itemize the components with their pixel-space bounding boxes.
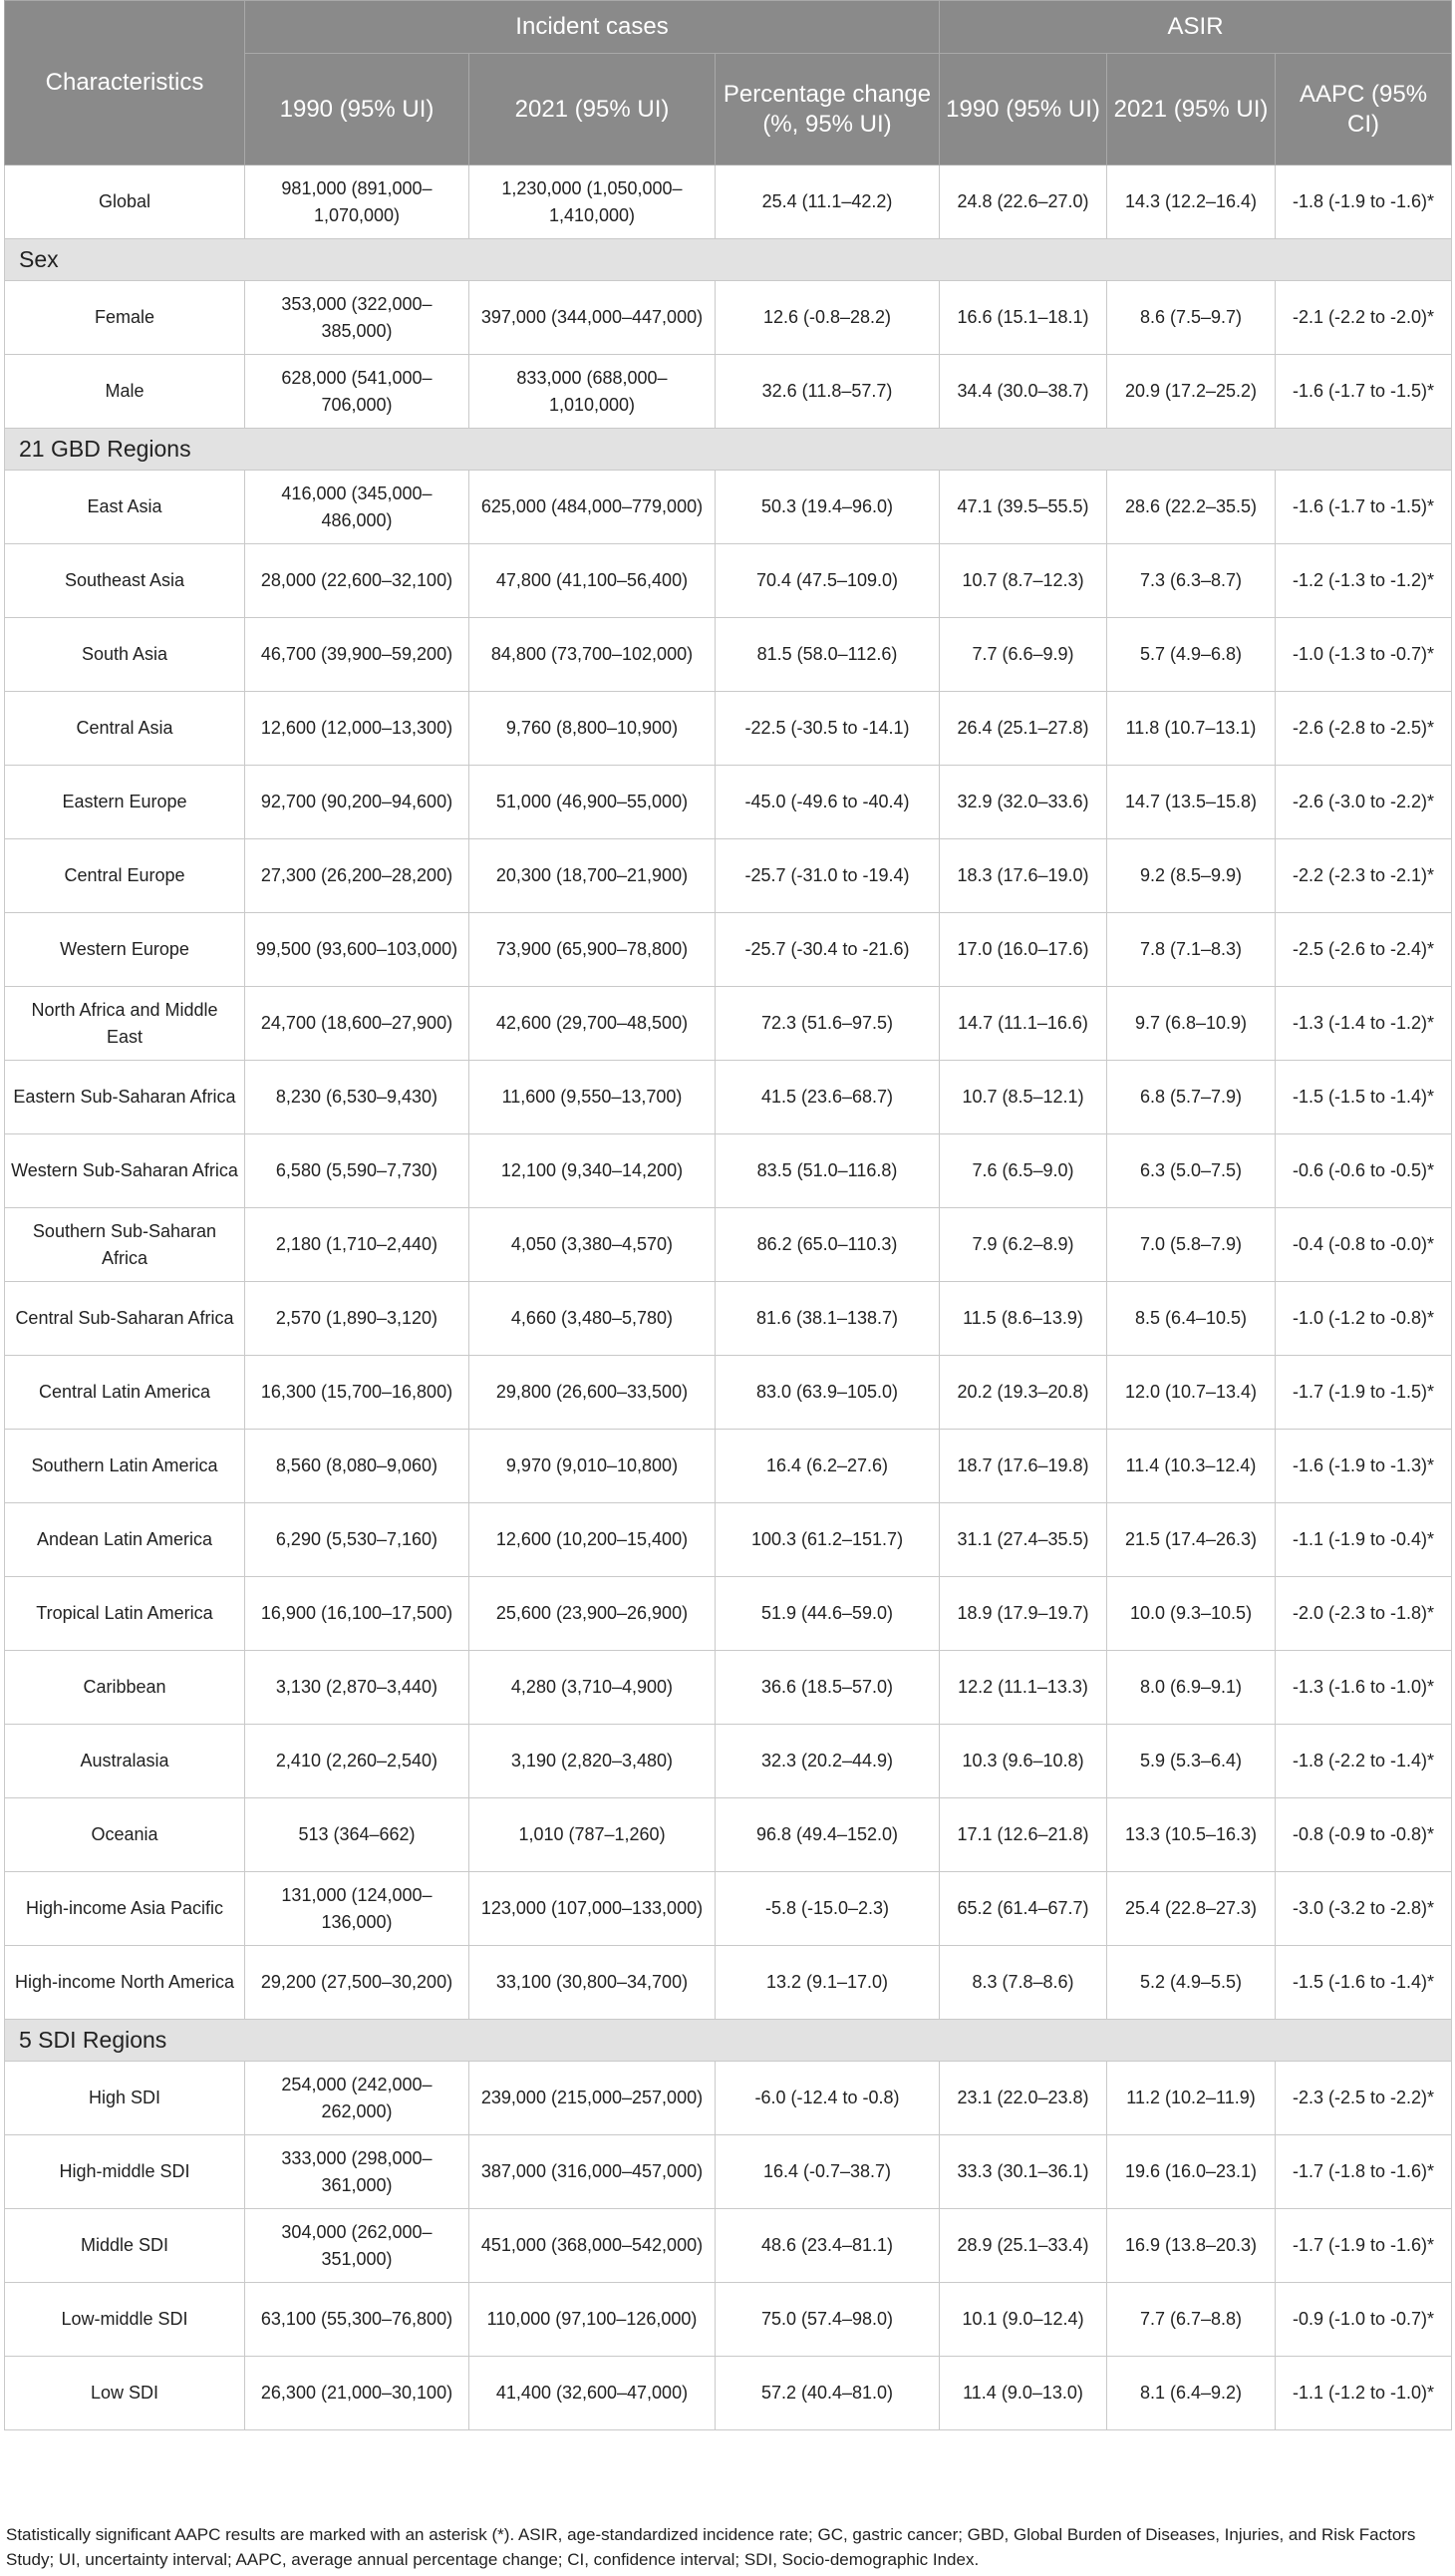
table-row: [5, 1503, 1452, 1577]
cell-cases-2021: 239,000 (215,000–257,000): [469, 2062, 716, 2135]
cell-aapc: -2.1 (-2.2 to -2.0)*: [1276, 281, 1452, 355]
cell-asir-2021: 7.7 (6.7–8.8): [1107, 2283, 1276, 2357]
table-body: [5, 165, 1452, 2430]
cell-cases-2021: 11,600 (9,550–13,700): [469, 1061, 716, 1134]
cell-aapc: -1.1 (-1.2 to -1.0)*: [1276, 2357, 1452, 2430]
cell-asir-1990: 14.7 (11.1–16.6): [940, 987, 1107, 1061]
cell-percentage-change: -25.7 (-30.4 to -21.6): [716, 913, 940, 987]
cell-percentage-change: 72.3 (51.6–97.5): [716, 987, 940, 1061]
cell-cases-1990: 628,000 (541,000–706,000): [245, 355, 469, 429]
cell-asir-2021: 20.9 (17.2–25.2): [1107, 355, 1276, 429]
table-row: [5, 1725, 1452, 1798]
cell-cases-1990: 131,000 (124,000–136,000): [245, 1872, 469, 1946]
cell-characteristic: Middle SDI: [5, 2209, 245, 2283]
table-row: [5, 987, 1452, 1061]
cell-asir-2021: 12.0 (10.7–13.4): [1107, 1356, 1276, 1430]
cell-aapc: -2.0 (-2.3 to -1.8)*: [1276, 1577, 1452, 1651]
cell-cases-1990: 513 (364–662): [245, 1798, 469, 1872]
cell-cases-1990: 3,130 (2,870–3,440): [245, 1651, 469, 1725]
header-group-incident-cases: Incident cases: [245, 1, 940, 54]
section-title: 21 GBD Regions: [5, 429, 1452, 471]
cell-cases-1990: 2,180 (1,710–2,440): [245, 1208, 469, 1282]
table-row: [5, 913, 1452, 987]
cell-asir-2021: 6.3 (5.0–7.5): [1107, 1134, 1276, 1208]
cell-percentage-change: 96.8 (49.4–152.0): [716, 1798, 940, 1872]
cell-aapc: -3.0 (-3.2 to -2.8)*: [1276, 1872, 1452, 1946]
cell-characteristic: High-income Asia Pacific: [5, 1872, 245, 1946]
cell-asir-2021: 14.7 (13.5–15.8): [1107, 766, 1276, 839]
header-cases-2021: 2021 (95% UI): [469, 54, 716, 165]
cell-characteristic: Low SDI: [5, 2357, 245, 2430]
cell-cases-2021: 51,000 (46,900–55,000): [469, 766, 716, 839]
cell-percentage-change: 41.5 (23.6–68.7): [716, 1061, 940, 1134]
cell-percentage-change: 57.2 (40.4–81.0): [716, 2357, 940, 2430]
cell-asir-2021: 9.2 (8.5–9.9): [1107, 839, 1276, 913]
cell-asir-1990: 28.9 (25.1–33.4): [940, 2209, 1107, 2283]
cell-asir-1990: 17.1 (12.6–21.8): [940, 1798, 1107, 1872]
cell-asir-1990: 34.4 (30.0–38.7): [940, 355, 1107, 429]
table-row: [5, 1651, 1452, 1725]
cell-percentage-change: -25.7 (-31.0 to -19.4): [716, 839, 940, 913]
cell-aapc: -1.2 (-1.3 to -1.2)*: [1276, 544, 1452, 618]
cell-asir-1990: 7.9 (6.2–8.9): [940, 1208, 1107, 1282]
cell-cases-1990: 63,100 (55,300–76,800): [245, 2283, 469, 2357]
table-row: [5, 544, 1452, 618]
cell-characteristic: Eastern Europe: [5, 766, 245, 839]
cell-characteristic: Australasia: [5, 1725, 245, 1798]
cell-percentage-change: 12.6 (-0.8–28.2): [716, 281, 940, 355]
table-row: [5, 471, 1452, 544]
table-row: [5, 1208, 1452, 1282]
cell-characteristic: Western Sub-Saharan Africa: [5, 1134, 245, 1208]
cell-percentage-change: 83.5 (51.0–116.8): [716, 1134, 940, 1208]
cell-asir-2021: 8.1 (6.4–9.2): [1107, 2357, 1276, 2430]
cell-cases-1990: 333,000 (298,000–361,000): [245, 2135, 469, 2209]
cell-percentage-change: -45.0 (-49.6 to -40.4): [716, 766, 940, 839]
cell-aapc: -1.7 (-1.8 to -1.6)*: [1276, 2135, 1452, 2209]
cell-percentage-change: 48.6 (23.4–81.1): [716, 2209, 940, 2283]
cell-asir-1990: 12.2 (11.1–13.3): [940, 1651, 1107, 1725]
cell-percentage-change: 25.4 (11.1–42.2): [716, 165, 940, 239]
cell-cases-2021: 33,100 (30,800–34,700): [469, 1946, 716, 2020]
cell-cases-1990: 29,200 (27,500–30,200): [245, 1946, 469, 2020]
cell-cases-2021: 9,760 (8,800–10,900): [469, 692, 716, 766]
cell-percentage-change: 13.2 (9.1–17.0): [716, 1946, 940, 2020]
cell-cases-2021: 1,010 (787–1,260): [469, 1798, 716, 1872]
table-row: [5, 1134, 1452, 1208]
cell-characteristic: High SDI: [5, 2062, 245, 2135]
cell-characteristic: Southern Sub-Saharan Africa: [5, 1208, 245, 1282]
cell-asir-2021: 25.4 (22.8–27.3): [1107, 1872, 1276, 1946]
cell-cases-1990: 416,000 (345,000–486,000): [245, 471, 469, 544]
cell-asir-1990: 24.8 (22.6–27.0): [940, 165, 1107, 239]
cell-asir-2021: 11.2 (10.2–11.9): [1107, 2062, 1276, 2135]
header-cases-1990: 1990 (95% UI): [245, 54, 469, 165]
cell-asir-2021: 9.7 (6.8–10.9): [1107, 987, 1276, 1061]
cell-aapc: -2.6 (-3.0 to -2.2)*: [1276, 766, 1452, 839]
cell-characteristic: Southeast Asia: [5, 544, 245, 618]
cell-cases-2021: 833,000 (688,000–1,010,000): [469, 355, 716, 429]
cell-cases-2021: 25,600 (23,900–26,900): [469, 1577, 716, 1651]
cell-cases-1990: 2,410 (2,260–2,540): [245, 1725, 469, 1798]
cell-aapc: -0.9 (-1.0 to -0.7)*: [1276, 2283, 1452, 2357]
cell-asir-2021: 7.0 (5.8–7.9): [1107, 1208, 1276, 1282]
cell-cases-2021: 397,000 (344,000–447,000): [469, 281, 716, 355]
cell-asir-2021: 16.9 (13.8–20.3): [1107, 2209, 1276, 2283]
cell-cases-2021: 73,900 (65,900–78,800): [469, 913, 716, 987]
table-row: [5, 2283, 1452, 2357]
cell-percentage-change: -6.0 (-12.4 to -0.8): [716, 2062, 940, 2135]
cell-characteristic: High-middle SDI: [5, 2135, 245, 2209]
cell-percentage-change: 81.5 (58.0–112.6): [716, 618, 940, 692]
cell-percentage-change: 50.3 (19.4–96.0): [716, 471, 940, 544]
table-row: [5, 1577, 1452, 1651]
cell-cases-2021: 451,000 (368,000–542,000): [469, 2209, 716, 2283]
cell-aapc: -1.6 (-1.7 to -1.5)*: [1276, 355, 1452, 429]
cell-aapc: -1.8 (-2.2 to -1.4)*: [1276, 1725, 1452, 1798]
table-row: [5, 281, 1452, 355]
cell-asir-1990: 10.3 (9.6–10.8): [940, 1725, 1107, 1798]
table-row: [5, 1061, 1452, 1134]
cell-asir-1990: 11.4 (9.0–13.0): [940, 2357, 1107, 2430]
cell-asir-1990: 17.0 (16.0–17.6): [940, 913, 1107, 987]
cell-aapc: -0.8 (-0.9 to -0.8)*: [1276, 1798, 1452, 1872]
cell-asir-1990: 7.6 (6.5–9.0): [940, 1134, 1107, 1208]
cell-aapc: -2.5 (-2.6 to -2.4)*: [1276, 913, 1452, 987]
section-title: 5 SDI Regions: [5, 2020, 1452, 2062]
cell-asir-1990: 10.7 (8.5–12.1): [940, 1061, 1107, 1134]
cell-characteristic: Andean Latin America: [5, 1503, 245, 1577]
cell-characteristic: Southern Latin America: [5, 1430, 245, 1503]
table-row: [5, 2357, 1452, 2430]
cell-characteristic: Eastern Sub-Saharan Africa: [5, 1061, 245, 1134]
cell-cases-1990: 28,000 (22,600–32,100): [245, 544, 469, 618]
cell-asir-2021: 28.6 (22.2–35.5): [1107, 471, 1276, 544]
cell-cases-2021: 4,660 (3,480–5,780): [469, 1282, 716, 1356]
cell-asir-2021: 5.9 (5.3–6.4): [1107, 1725, 1276, 1798]
table-row: [5, 1430, 1452, 1503]
cell-cases-2021: 20,300 (18,700–21,900): [469, 839, 716, 913]
cell-characteristic: Central Latin America: [5, 1356, 245, 1430]
cell-cases-2021: 42,600 (29,700–48,500): [469, 987, 716, 1061]
cell-cases-1990: 16,900 (16,100–17,500): [245, 1577, 469, 1651]
cell-asir-1990: 11.5 (8.6–13.9): [940, 1282, 1107, 1356]
cell-cases-1990: 304,000 (262,000–351,000): [245, 2209, 469, 2283]
cell-asir-2021: 10.0 (9.3–10.5): [1107, 1577, 1276, 1651]
cell-cases-2021: 1,230,000 (1,050,000–1,410,000): [469, 165, 716, 239]
table-row: [5, 766, 1452, 839]
table-row: [5, 2209, 1452, 2283]
cell-aapc: -1.0 (-1.2 to -0.8)*: [1276, 1282, 1452, 1356]
cell-cases-1990: 27,300 (26,200–28,200): [245, 839, 469, 913]
header-asir-1990: 1990 (95% UI): [940, 54, 1107, 165]
cell-aapc: -1.7 (-1.9 to -1.5)*: [1276, 1356, 1452, 1430]
cell-cases-2021: 29,800 (26,600–33,500): [469, 1356, 716, 1430]
cell-cases-2021: 3,190 (2,820–3,480): [469, 1725, 716, 1798]
cell-cases-2021: 41,400 (32,600–47,000): [469, 2357, 716, 2430]
table-row: [5, 355, 1452, 429]
cell-cases-2021: 387,000 (316,000–457,000): [469, 2135, 716, 2209]
cell-characteristic: Central Europe: [5, 839, 245, 913]
cell-asir-1990: 18.3 (17.6–19.0): [940, 839, 1107, 913]
cell-asir-1990: 31.1 (27.4–35.5): [940, 1503, 1107, 1577]
cell-percentage-change: 100.3 (61.2–151.7): [716, 1503, 940, 1577]
cell-cases-1990: 24,700 (18,600–27,900): [245, 987, 469, 1061]
cell-aapc: -1.8 (-1.9 to -1.6)*: [1276, 165, 1452, 239]
cell-percentage-change: -22.5 (-30.5 to -14.1): [716, 692, 940, 766]
cell-aapc: -1.1 (-1.9 to -0.4)*: [1276, 1503, 1452, 1577]
cell-cases-1990: 12,600 (12,000–13,300): [245, 692, 469, 766]
table-row: [5, 2062, 1452, 2135]
cell-asir-1990: 8.3 (7.8–8.6): [940, 1946, 1107, 2020]
cell-characteristic: Central Sub-Saharan Africa: [5, 1282, 245, 1356]
cell-cases-2021: 110,000 (97,100–126,000): [469, 2283, 716, 2357]
cell-characteristic: Tropical Latin America: [5, 1577, 245, 1651]
cell-asir-1990: 10.7 (8.7–12.3): [940, 544, 1107, 618]
cell-cases-1990: 8,230 (6,530–9,430): [245, 1061, 469, 1134]
cell-aapc: -1.3 (-1.6 to -1.0)*: [1276, 1651, 1452, 1725]
cell-cases-2021: 4,280 (3,710–4,900): [469, 1651, 716, 1725]
table-row: [5, 165, 1452, 239]
cell-asir-1990: 33.3 (30.1–36.1): [940, 2135, 1107, 2209]
cell-asir-2021: 21.5 (17.4–26.3): [1107, 1503, 1276, 1577]
header-characteristics: Characteristics: [5, 1, 245, 165]
cell-cases-1990: 46,700 (39,900–59,200): [245, 618, 469, 692]
cell-characteristic: Central Asia: [5, 692, 245, 766]
cell-characteristic: Western Europe: [5, 913, 245, 987]
table-row: [5, 2135, 1452, 2209]
cell-aapc: -1.0 (-1.3 to -0.7)*: [1276, 618, 1452, 692]
cell-percentage-change: 86.2 (65.0–110.3): [716, 1208, 940, 1282]
cell-aapc: -2.3 (-2.5 to -2.2)*: [1276, 2062, 1452, 2135]
section-header-row: [5, 429, 1452, 471]
header-asir-2021: 2021 (95% UI): [1107, 54, 1276, 165]
cell-characteristic: South Asia: [5, 618, 245, 692]
cell-aapc: -1.3 (-1.4 to -1.2)*: [1276, 987, 1452, 1061]
cell-cases-2021: 9,970 (9,010–10,800): [469, 1430, 716, 1503]
cell-cases-1990: 92,700 (90,200–94,600): [245, 766, 469, 839]
cell-asir-2021: 14.3 (12.2–16.4): [1107, 165, 1276, 239]
cell-aapc: -1.5 (-1.5 to -1.4)*: [1276, 1061, 1452, 1134]
cell-cases-2021: 12,600 (10,200–15,400): [469, 1503, 716, 1577]
cell-asir-2021: 11.4 (10.3–12.4): [1107, 1430, 1276, 1503]
cell-asir-2021: 7.8 (7.1–8.3): [1107, 913, 1276, 987]
cell-cases-1990: 981,000 (891,000–1,070,000): [245, 165, 469, 239]
cell-asir-2021: 8.5 (6.4–10.5): [1107, 1282, 1276, 1356]
table-footnote: Statistically significant AAPC results are marked with an asterisk (*). ASIR, age-standardized incidence rate; GC, gastric cancer; GBD, Global Burden of Diseases, Injuries, and Risk Factors Study; UI, uncertainty interval; AAPC, average annual percentage change; CI, confidence interval; SDI, Socio-demographic Index.: [6, 2525, 1416, 2569]
cell-characteristic: Low-middle SDI: [5, 2283, 245, 2357]
cell-cases-1990: 26,300 (21,000–30,100): [245, 2357, 469, 2430]
cell-percentage-change: 32.6 (11.8–57.7): [716, 355, 940, 429]
cell-characteristic: Oceania: [5, 1798, 245, 1872]
cell-asir-1990: 20.2 (19.3–20.8): [940, 1356, 1107, 1430]
cell-cases-2021: 84,800 (73,700–102,000): [469, 618, 716, 692]
cell-asir-1990: 23.1 (22.0–23.8): [940, 2062, 1107, 2135]
table-row: [5, 1872, 1452, 1946]
cell-cases-1990: 353,000 (322,000–385,000): [245, 281, 469, 355]
cell-cases-1990: 99,500 (93,600–103,000): [245, 913, 469, 987]
cell-aapc: -1.6 (-1.7 to -1.5)*: [1276, 471, 1452, 544]
cell-percentage-change: 36.6 (18.5–57.0): [716, 1651, 940, 1725]
cell-cases-2021: 47,800 (41,100–56,400): [469, 544, 716, 618]
cell-aapc: -1.5 (-1.6 to -1.4)*: [1276, 1946, 1452, 2020]
table-row: [5, 1798, 1452, 1872]
cell-percentage-change: 16.4 (-0.7–38.7): [716, 2135, 940, 2209]
cell-characteristic: Female: [5, 281, 245, 355]
cell-aapc: -2.6 (-2.8 to -2.5)*: [1276, 692, 1452, 766]
header-percentage-change: Percentage change (%, 95% UI): [716, 54, 940, 165]
cell-asir-2021: 8.0 (6.9–9.1): [1107, 1651, 1276, 1725]
table-row: [5, 1356, 1452, 1430]
cell-percentage-change: 75.0 (57.4–98.0): [716, 2283, 940, 2357]
cell-percentage-change: 81.6 (38.1–138.7): [716, 1282, 940, 1356]
cell-cases-1990: 6,580 (5,590–7,730): [245, 1134, 469, 1208]
section-header-row: [5, 2020, 1452, 2062]
cell-asir-1990: 47.1 (39.5–55.5): [940, 471, 1107, 544]
cell-aapc: -0.6 (-0.6 to -0.5)*: [1276, 1134, 1452, 1208]
cell-asir-2021: 19.6 (16.0–23.1): [1107, 2135, 1276, 2209]
section-title: Sex: [5, 239, 1452, 281]
cell-aapc: -2.2 (-2.3 to -2.1)*: [1276, 839, 1452, 913]
cell-asir-1990: 32.9 (32.0–33.6): [940, 766, 1107, 839]
cell-asir-2021: 11.8 (10.7–13.1): [1107, 692, 1276, 766]
cell-percentage-change: -5.8 (-15.0–2.3): [716, 1872, 940, 1946]
cell-asir-1990: 26.4 (25.1–27.8): [940, 692, 1107, 766]
data-table: [4, 0, 1452, 2430]
cell-asir-2021: 6.8 (5.7–7.9): [1107, 1061, 1276, 1134]
cell-asir-1990: 65.2 (61.4–67.7): [940, 1872, 1107, 1946]
cell-cases-1990: 8,560 (8,080–9,060): [245, 1430, 469, 1503]
cell-cases-1990: 2,570 (1,890–3,120): [245, 1282, 469, 1356]
cell-percentage-change: 32.3 (20.2–44.9): [716, 1725, 940, 1798]
cell-asir-1990: 7.7 (6.6–9.9): [940, 618, 1107, 692]
cell-asir-2021: 7.3 (6.3–8.7): [1107, 544, 1276, 618]
section-header-row: [5, 239, 1452, 281]
cell-cases-2021: 123,000 (107,000–133,000): [469, 1872, 716, 1946]
cell-aapc: -1.6 (-1.9 to -1.3)*: [1276, 1430, 1452, 1503]
cell-percentage-change: 16.4 (6.2–27.6): [716, 1430, 940, 1503]
cell-asir-1990: 16.6 (15.1–18.1): [940, 281, 1107, 355]
cell-cases-1990: 254,000 (242,000–262,000): [245, 2062, 469, 2135]
table-row: [5, 692, 1452, 766]
cell-cases-2021: 625,000 (484,000–779,000): [469, 471, 716, 544]
header-group-asir: ASIR: [940, 1, 1452, 54]
table-header: [5, 1, 1452, 165]
cell-characteristic: North Africa and Middle East: [5, 987, 245, 1061]
cell-asir-2021: 5.7 (4.9–6.8): [1107, 618, 1276, 692]
cell-characteristic: Male: [5, 355, 245, 429]
cell-percentage-change: 83.0 (63.9–105.0): [716, 1356, 940, 1430]
cell-characteristic: Caribbean: [5, 1651, 245, 1725]
cell-aapc: -1.7 (-1.9 to -1.6)*: [1276, 2209, 1452, 2283]
cell-cases-2021: 12,100 (9,340–14,200): [469, 1134, 716, 1208]
cell-asir-2021: 5.2 (4.9–5.5): [1107, 1946, 1276, 2020]
cell-percentage-change: 51.9 (44.6–59.0): [716, 1577, 940, 1651]
cell-cases-2021: 4,050 (3,380–4,570): [469, 1208, 716, 1282]
cell-characteristic: Global: [5, 165, 245, 239]
table-row: [5, 1946, 1452, 2020]
table-row: [5, 1282, 1452, 1356]
cell-asir-2021: 13.3 (10.5–16.3): [1107, 1798, 1276, 1872]
cell-aapc: -0.4 (-0.8 to -0.0)*: [1276, 1208, 1452, 1282]
cell-characteristic: High-income North America: [5, 1946, 245, 2020]
cell-cases-1990: 6,290 (5,530–7,160): [245, 1503, 469, 1577]
cell-cases-1990: 16,300 (15,700–16,800): [245, 1356, 469, 1430]
cell-characteristic: East Asia: [5, 471, 245, 544]
cell-asir-1990: 10.1 (9.0–12.4): [940, 2283, 1107, 2357]
cell-percentage-change: 70.4 (47.5–109.0): [716, 544, 940, 618]
table-row: [5, 618, 1452, 692]
cell-asir-1990: 18.7 (17.6–19.8): [940, 1430, 1107, 1503]
table-row: [5, 839, 1452, 913]
header-aapc: AAPC (95% CI): [1276, 54, 1452, 165]
cell-asir-2021: 8.6 (7.5–9.7): [1107, 281, 1276, 355]
cell-asir-1990: 18.9 (17.9–19.7): [940, 1577, 1107, 1651]
